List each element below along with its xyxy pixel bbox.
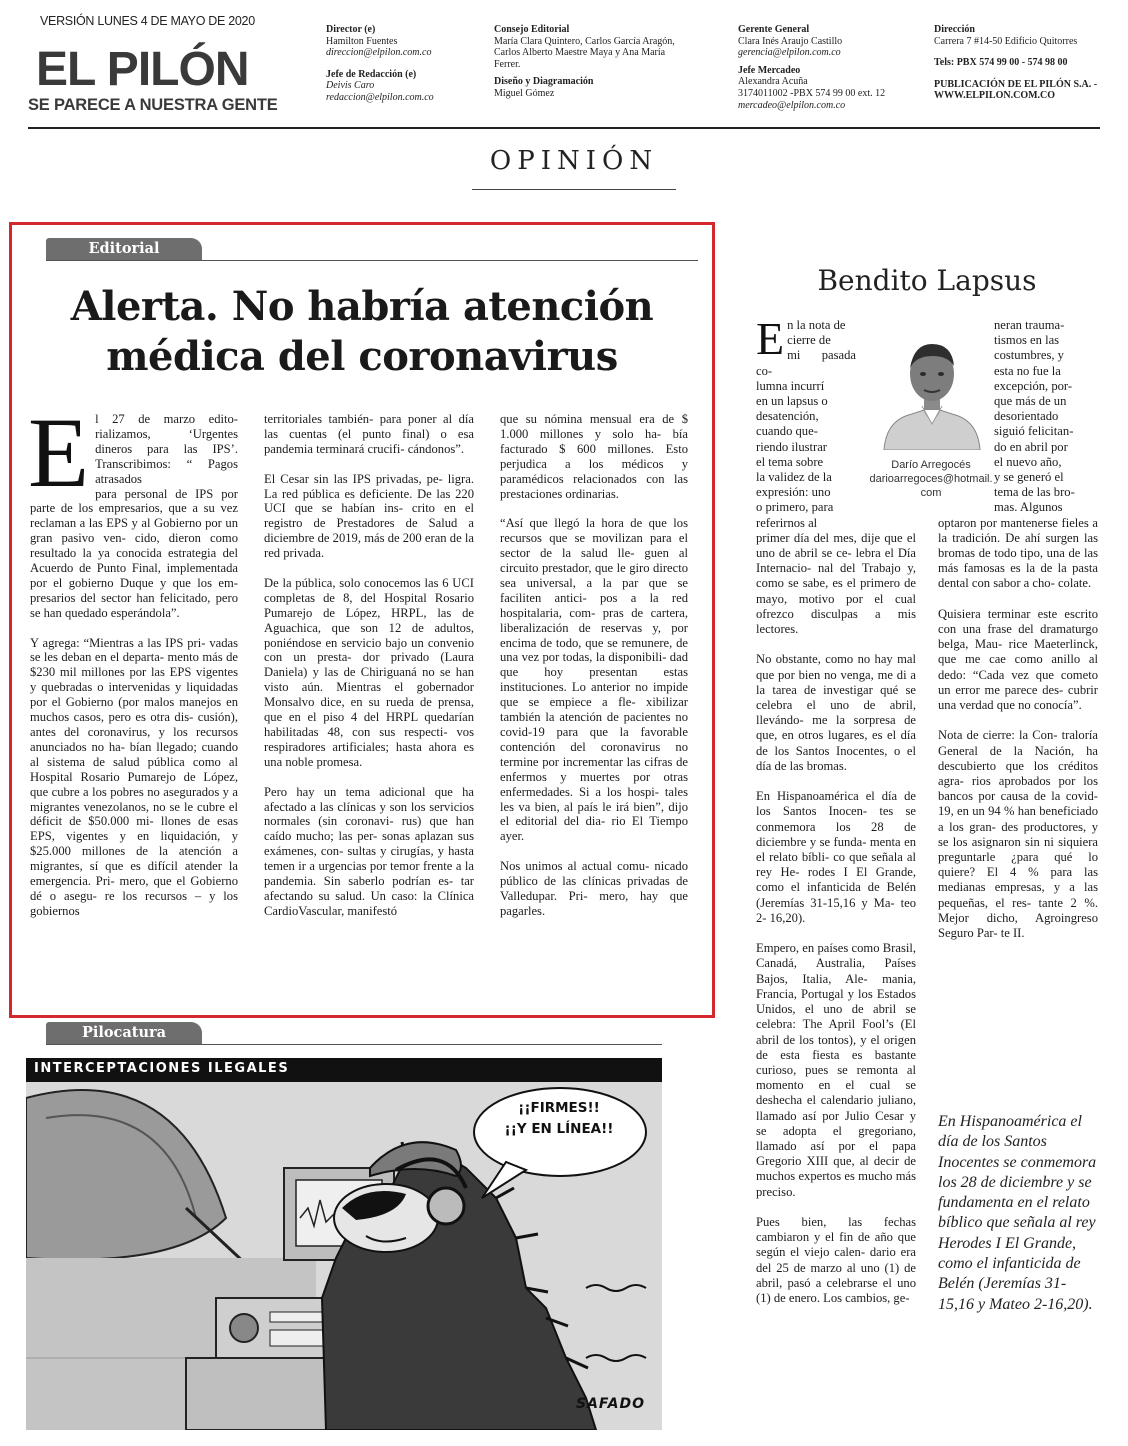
editorial-col2-p1: territoriales también- para poner al día las cuentas (el punto final) o esa pandemia terminará crucifi- cándonos”.: [264, 412, 474, 456]
editorial-dropcap: E: [28, 397, 90, 508]
editorial-col3-p1: que su nómina mensual era de $ 1.000 millones y solo ha- bía facturado $ 600 millones. Esto perjudica a los médicos y paramédicos relacionados con las prestaciones ordinarias.: [500, 412, 688, 501]
masthead: [0, 0, 1128, 132]
column-dropcap: E: [756, 313, 785, 364]
column-narrow-line: expresión: uno: [756, 485, 831, 500]
column-left-p3: En Hispanoamérica el día de los Santos Inocen- tes se conmemora los 28 de diciembre y se funda- menta en el relato bíbli- co que señala al rey He- rodes I El Grande, como el infanticida de Belén (Jeremías 31-15,16 y Ma- teo 2- 16,20).: [756, 789, 916, 925]
headline-line-1: Alerta. No habría atención: [70, 283, 654, 330]
author-email-2[interactable]: com: [920, 487, 942, 499]
director-email[interactable]: direccion@elpilon.com.co: [326, 47, 432, 59]
mercadeo-email[interactable]: mercadeo@elpilon.com.co: [738, 99, 846, 111]
column-narrow-line: n la nota de: [787, 318, 846, 332]
diseno-heading: Diseño y Diagramación: [494, 76, 594, 88]
column-left-p4: Empero, en países como Brasil, Canadá, Australia, Países Bajos, Italia, Ale- mania, Francia, Portugal y los Estados Unidos, el uno de abril se celebra: The April Fool’s (El abril de los tontos), y el origen de esta fiesta es bastante curioso, pues se remonta al momento en el cual se deshecha el calendario juliano, llamado así por Julio Cesar y se adopta el gregoriano, llamado así por el papa Gregorio XIII que, al decir de muchos expertos es mucho más preciso.: [756, 941, 916, 1199]
editorial-intro: l 27 de marzo edito- rializamos, ‘Urgentes dineros para las IPS’. Transcribimos: “ Pagos atrasados: [95, 412, 238, 486]
consejo-heading: Consejo Editorial: [494, 24, 570, 35]
pull-quote: En Hispanoamérica el día de los Santos Inocentes se conmemora los 28 de diciembre y se fundamenta en el relato bíblico que señala al rey Herodes I El Grande, como el infanticida de Belén (Jeremías 31-15,16 y Mateo 2-16,20).: [938, 1113, 1097, 1313]
column-narrow-line: costumbres, y: [994, 348, 1064, 363]
column-narrow-line: tema de las bro-: [994, 485, 1075, 500]
masthead-divider: [28, 127, 1100, 129]
jefe-name: Deivis Caro: [326, 80, 375, 92]
mercadeo-phone: 3174011002 -PBX 574 99 00 ext. 12: [738, 87, 886, 99]
column-narrow-line: en un lapsus o: [756, 394, 828, 409]
direccion-address: Carrera 7 #14-50 Edificio Quitorres: [934, 35, 1078, 47]
column-right-p3: Nota de cierre: la Con- traloría General de la Nación, ha descubierto que los créditos agra- rios aprobados por los bancos por causa de la covid-19, en un 94 % han beneficiado a los gran- des productores, y se los asignaron sin ni siquiera preguntarle ¿para qué lo quiere? El 4 % para las medianas empresas, y a las pequeñas, el res- tante 2 %. Mejor dicho, Agroingreso Seguro Par- te II.: [938, 728, 1098, 941]
section-underline: [472, 189, 676, 190]
editorial-col3-p2: “Así que llegó la hora de que los recursos que se movilizan para el sector de la salud lle- guen al circuito prestador, que le giro directo sea universal, a la par que se faciliten antici- pos a la red hospitalaria, com- pras de cartera, liberalización de reservas y, por encima de todo, que se remunere, de una vez por todas, la disponibili- dad que hoy presentan estas instituciones. Lo anterior no impide que se empiece a fle- xibilizar también la atención de pacientes no covid-19 para que la favorable contención del coronavirus no termine por incrementar las cifras de enfermos y muertes por otras enfermedades. Si a los hospi- tales les va bien, al país le irá bien”, dijo el editorial del dia- rio El Tiempo ayer.: [500, 516, 688, 844]
author-email-1[interactable]: darioarregoces@hotmail.: [869, 473, 993, 485]
speech-line-1: ¡¡FIRMES!!: [518, 1100, 600, 1116]
publisher-line-1: PUBLICACIÓN DE EL PILÓN S.A. -: [934, 78, 1098, 90]
editorial-col1-p2: Y agrega: “Mientras a las IPS pri- vadas se les deban en el departa- mento más de $230 mil millones por las EPS vigentes y quebradas o intervenidas y liquidadas por el Gobierno (por malos manejos en muchos casos, pero es otra dis- cusión), antes del coronavirus, y los recursos anunciados no ha- bían llegado; cuando al sistema de salud pública como al Hospital Rosario Pumarejo de López, que cubre a los pobres no asegurados y a migrantes venezolanos, no se le cubre el déficit de $50.000 mi- llones de esas EPS, vigentes y en liquidación, y $25.000 millones de la atención a migrantes, sí que es difícil atender la emergencia. Pri- mero, que el Gobierno dé o asegu- re los recursos – y los gobiernos: [30, 635, 238, 918]
newspaper-logo[interactable]: EL PILÓN: [36, 43, 249, 96]
column-right-p1: optaron por mantenerse fieles a la tradición. De ahí surgen las bromas de todo tipo, una de las más famosas es la de la pasta dental con sabor a cho- colate.: [938, 515, 1098, 591]
column-narrow-line: y se generó el: [994, 470, 1064, 485]
editorial-col2-p4: Pero hay un tema adicional que ha afectado a las clínicas y son los servicios normales (sin coronavi- rus) que han caído mucho; las per- sonas aplazan sus exámenes, con- sultas y cirugías, y hasta temen ir a urgencias por temor frente a la pandemia. Sin saberlo podrían es- tar afectando su salud. Un caso: la Clínica CardioVascular, manifestó: [264, 784, 474, 918]
column-narrow-line: riendo ilustrar: [756, 439, 827, 454]
staff-gerencia: [738, 24, 885, 111]
column-narrow-line: el nuevo año,: [994, 454, 1062, 469]
cartoonist-signature: SAFADO: [576, 1396, 646, 1412]
cartoon-title: INTERCEPTACIONES ILEGALES: [34, 1061, 290, 1076]
jefe-heading: Jefe de Redacción (e): [326, 68, 417, 80]
director-name: Hamilton Fuentes: [326, 35, 398, 47]
column-narrow-line: mi pasada co-: [756, 348, 856, 378]
edition-date: VERSIÓN LUNES 4 DE MAYO DE 2020: [40, 14, 255, 28]
column-narrow-line: siguió felicitan-: [994, 424, 1074, 439]
column-left-p5: Pues bien, las fechas cambiaron y el fin de año que según el viejo calen- dario era del 25 de marzo al uno (1) de abril, pasó a celebrarse el uno (1) de enero. Los cambios, ge-: [756, 1214, 916, 1305]
column-narrow-line: que más de un: [994, 394, 1067, 409]
headline-line-2: médica del coronavirus: [106, 333, 618, 380]
column-narrow-line: mas. Algunos: [994, 500, 1063, 515]
direccion-heading: Dirección: [934, 24, 975, 35]
column-right-p2: Quisiera terminar este escrito con una frase del dramaturgo belga, Mau- rice Maeterlinck, que me cae como anillo al dedo: “Cada vez que cometo un error me parece des- cubrir una verdad que no conocía”.: [938, 606, 1098, 713]
column-left-p1: primer día del mes, dije que el uno de abril se ce- lebra el Día Internacio- nal del Trabajo y, como se sabe, es el primero de mayo, motivo por el cual ofrezco disculpas a mis lectores.: [756, 530, 916, 637]
diseno-name: Miguel Gómez: [494, 87, 555, 99]
section-title: OPINIÓN: [489, 146, 659, 176]
editorial-tag-rule: [46, 260, 698, 261]
director-heading: Director (e): [326, 24, 376, 35]
author-caption: [856, 458, 1006, 500]
column-narrow-line: la validez de la: [756, 470, 832, 485]
column-narrow-line: lumna incurrí: [756, 378, 825, 393]
editorial-column-2: [264, 412, 474, 919]
column-narrow-line: referirnos al: [756, 515, 818, 530]
staff-director: [326, 24, 434, 104]
consejo-line-1: María Clara Quintero, Carlos García Aragón,: [494, 35, 675, 47]
column-narrow-line: cierre de: [787, 333, 831, 348]
column-narrow-line: o primero, para: [756, 500, 834, 515]
column-narrow-line: tismos en las: [994, 333, 1060, 348]
mercadeo-name: Alexandra Acuña: [738, 76, 808, 88]
gerente-name: Clara Inés Araujo Castillo: [738, 35, 843, 47]
publisher-website[interactable]: WWW.ELPILON.COM.CO: [934, 90, 1056, 102]
column-title: Bendito Lapsus: [817, 264, 1037, 297]
column-right-narrow: [994, 318, 1098, 516]
mercadeo-heading: Jefe Mercadeo: [738, 64, 801, 76]
column-left-p2: No obstante, como no hay mal que por bien no venga, me di a la tarea de investigar qué se celebra el uno de abril, llevándo- me la sorpresa de que, en otros lugares, es el día de los Santos Inocentes, o el día de las bromas.: [756, 652, 916, 773]
column-narrow-line: desatención,: [756, 409, 819, 424]
gerente-email[interactable]: gerencia@elpilon.com.co: [738, 47, 841, 59]
author-name: Darío Arregocés: [891, 459, 971, 471]
cartoon-tag: Pilocatura: [46, 1022, 202, 1044]
editorial-column-1: [28, 397, 238, 919]
phones: Tels: PBX 574 99 00 - 574 98 00: [934, 57, 1068, 69]
column-narrow-line: el tema sobre: [756, 454, 824, 469]
editorial-col3-p3: Nos unimos al actual comu- nicado público de las clínicas privadas de Valledupar. Pri- mero, hay que pagarles.: [500, 859, 688, 918]
column-narrow-line: excepción, por-: [994, 378, 1073, 393]
editorial-headline: [22, 282, 702, 382]
jefe-email[interactable]: redaccion@elpilon.com.co: [326, 91, 434, 103]
cartoon-tag-rule: [46, 1044, 662, 1045]
column-narrow-line: esta no fue la: [994, 363, 1061, 378]
speech-line-2: ¡¡Y EN LÍNEA!!: [504, 1121, 614, 1137]
editorial-column-3: [500, 412, 688, 919]
staff-direccion: [934, 24, 1097, 102]
column-narrow-line: do en abril por: [994, 439, 1068, 454]
author-photo: [882, 332, 982, 450]
speech-bubble: [484, 1098, 634, 1140]
newspaper-slogan: SE PARECE A NUESTRA GENTE: [28, 96, 278, 114]
consejo-line-2: Carlos Alberto Maestre Maya y Ana María: [494, 47, 666, 59]
column-narrow-line: neran trauma-: [994, 318, 1065, 332]
editorial-col1-p1: para personal de IPS por parte de los empresarios, que a su vez reclaman a las EPS y al Gobierno por un gran pasivo ven- cido, dieron como resultado la ya conocida estrategia del Acuerdo de Punto Final, implementada por el gobierno Duque y que los em- presarios del sector han felicitado, pero se han quedado esperándola”.: [30, 486, 238, 620]
consejo-line-3: Ferrer.: [494, 58, 521, 70]
editorial-col2-p2: El Cesar sin las IPS privadas, pe- ligra. La red pública es deficiente. De las 220 UCI que se habían ins- crito en el registro de Prestadores de Salud a diciembre de 2019, más de 200 eran de la red privada.: [264, 471, 474, 561]
gerente-heading: Gerente General: [738, 24, 810, 35]
editorial-col2-p3: De la pública, solo conocemos las 6 UCI completas de 8, del Hospital Rosario Pumarejo de López, HRPL, las de Aguachica, que son 12 de adultos, poniéndose en servicio bajo un convenio con un presta- dor privado (Laura Daniela) y las de Chiriguaná no se han visto aún. Mientras el gobernador Monsalvo dice, en su rueda de prensa, que en el piso 4 del HRPL quedarían habilitadas 48, con sus respecti- vos respiradores artificiales; hasta ahora es una noble promesa.: [264, 575, 474, 769]
editorial-tag: Editorial: [46, 238, 202, 260]
staff-consejo: [494, 24, 675, 100]
column-narrow-line: cuando que-: [756, 424, 818, 439]
column-narrow-line: desorientado: [994, 409, 1059, 424]
